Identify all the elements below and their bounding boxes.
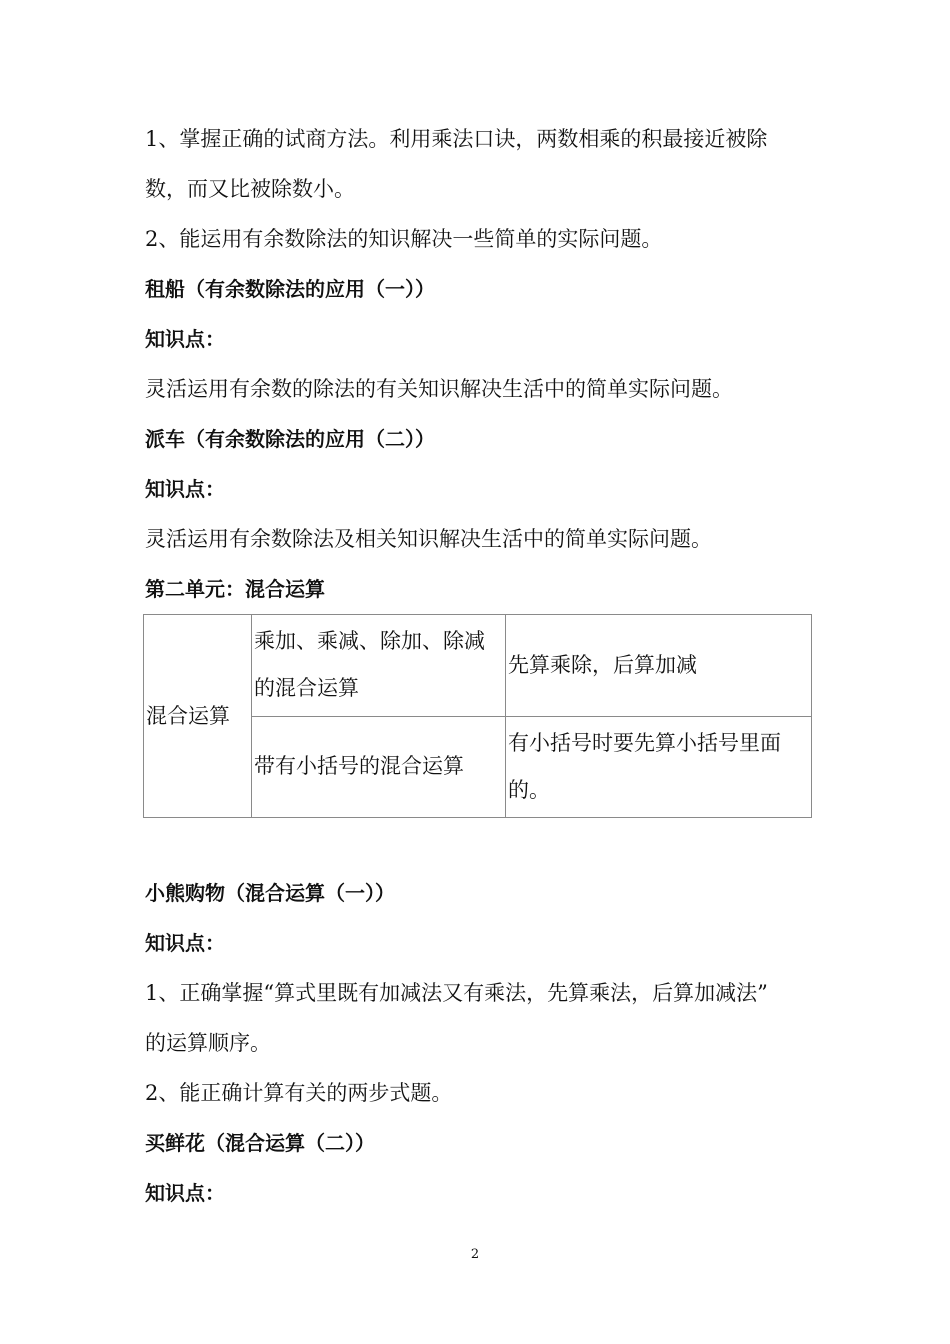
paragraph-line: 2、能运用有余数除法的知识解决一些简单的实际问题。 xyxy=(145,227,663,251)
paragraph-line: 灵活运用有余数除法及相关知识解决生活中的简单实际问题。 xyxy=(145,527,712,551)
knowledge-label: 知识点： xyxy=(145,1181,225,1205)
page-number: 2 xyxy=(470,1247,480,1262)
knowledge-label: 知识点： xyxy=(145,327,225,351)
table-type-cell: 带有小括号的混合运算 xyxy=(252,716,506,818)
paragraph-line: 1、正确掌握“算式里既有加减法又有乘法，先算乘法，后算加减法” xyxy=(145,981,768,1005)
table-rule-cell: 有小括号时要先算小括号里面的。 xyxy=(506,716,812,818)
table-category-cell: 混合运算 xyxy=(144,615,252,818)
table-type-cell: 乘加、乘减、除加、除减的混合运算 xyxy=(252,615,506,717)
knowledge-label: 知识点： xyxy=(145,477,225,501)
section-heading: 派车（有余数除法的应用（二）） xyxy=(145,427,435,451)
paragraph-line: 1、掌握正确的试商方法。利用乘法口诀，两数相乘的积最接近被除 xyxy=(145,127,768,151)
paragraph-line: 数，而又比被除数小。 xyxy=(145,177,355,201)
paragraph-line: 灵活运用有余数的除法的有关知识解决生活中的简单实际问题。 xyxy=(145,377,733,401)
table-row xyxy=(144,615,812,717)
section-heading: 买鲜花（混合运算（二）） xyxy=(145,1131,375,1155)
mixed-operation-table xyxy=(143,614,812,818)
knowledge-label: 知识点： xyxy=(145,931,225,955)
section-heading: 租船（有余数除法的应用（一）） xyxy=(145,277,435,301)
section-heading: 小熊购物（混合运算（一）） xyxy=(145,881,395,905)
table-rule-cell: 先算乘除，后算加减 xyxy=(506,615,812,717)
paragraph-line: 的运算顺序。 xyxy=(145,1031,271,1055)
paragraph-line: 2、能正确计算有关的两步式题。 xyxy=(145,1081,453,1105)
unit-heading: 第二单元：混合运算 xyxy=(145,577,325,601)
